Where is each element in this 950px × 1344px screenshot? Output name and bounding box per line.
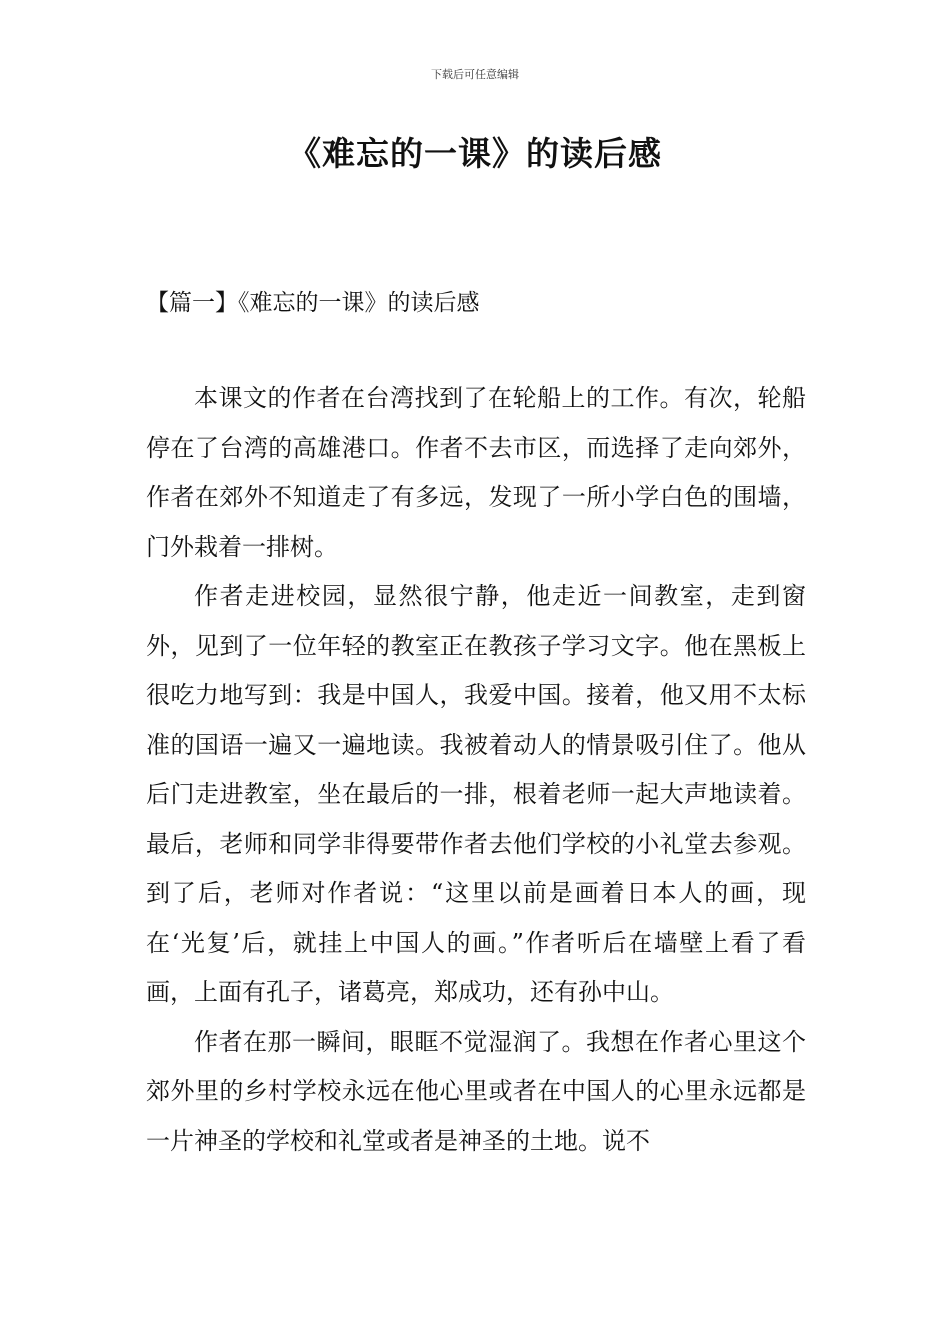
section-heading: 【篇一】《难忘的一课》的读后感	[146, 290, 480, 316]
document-title: 《难忘的一课》的读后感	[288, 134, 662, 173]
paragraph-2: 作者走进校园，显然很宁静，他走近一间教室，走到窗外，见到了一位年轻的教室正在教孩子学习文字。他在黑板上很吃力地写到：我是中国人，我爱中国。接着，他又用不太标准的国语一遍又一遍地读。我被着动人的情景吸引住了。他从后门走进教室，坐在最后的一排，根着老师一起大声地读着。最后，老师和同学非得要带作者去他们学校的小礼堂去参观。到了后，老师对作者说：“这里以前是画着日本人的画，现在‘光复’后，就挂上中国人的画。”作者听后在墙壁上看了看画，上面有孔子，诸葛亮，郑成功，还有孙中山。	[146, 582, 806, 1006]
paragraph-1: 本课文的作者在台湾找到了在轮船上的工作。有次，轮船停在了台湾的高雄港口。作者不去市区，而选择了走向郊外，作者在郊外不知道走了有多远，发现了一所小学白色的围墙，门外栽着一排树。	[146, 384, 806, 561]
paragraph-3: 作者在那一瞬间，眼眶不觉湿润了。我想在作者心里这个郊外里的乡村学校永远在他心里或者在中国人的心里永远都是一片神圣的学校和礼堂或者是神圣的土地。说不	[146, 1027, 806, 1155]
article-body	[146, 374, 806, 1166]
header-note: 下载后可任意编辑	[431, 68, 519, 81]
